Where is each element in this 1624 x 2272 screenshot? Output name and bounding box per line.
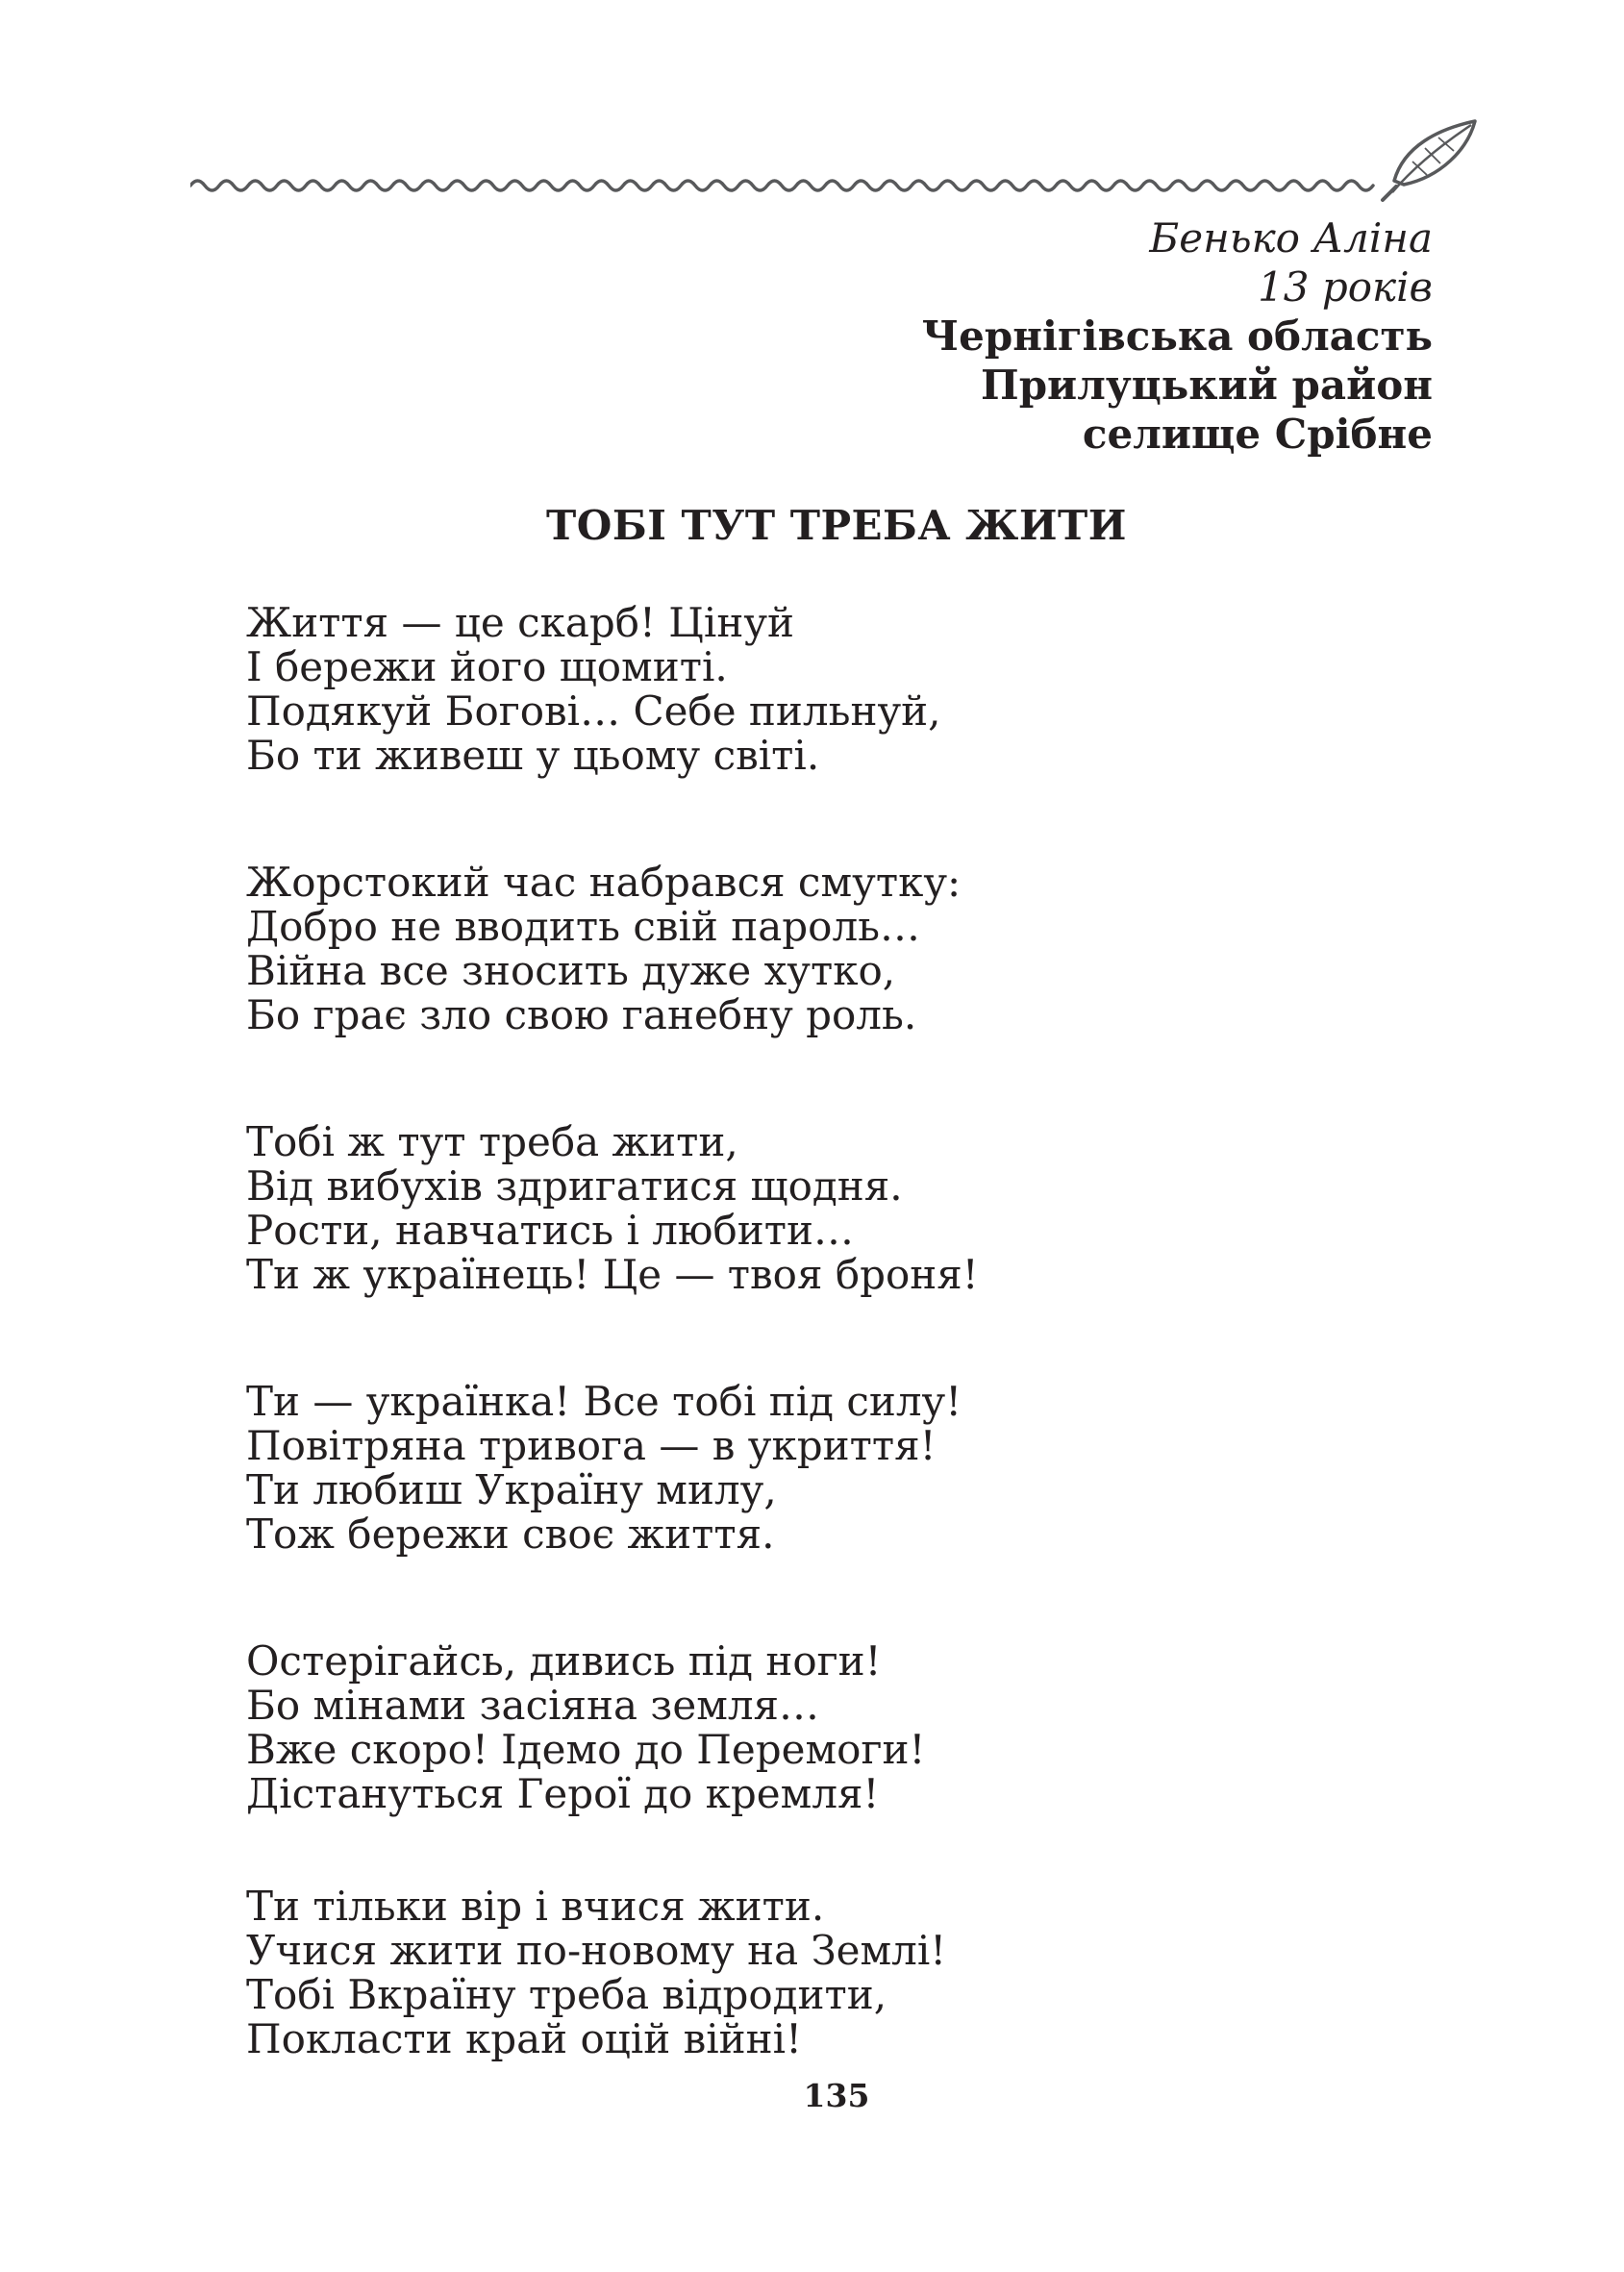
- author-name: Бенько Аліна: [1149, 214, 1433, 262]
- stanza-5: [246, 1639, 925, 1816]
- stanza-6: [246, 1885, 946, 2061]
- stanza-4: [246, 1380, 962, 1557]
- poem-line: Бо мінами засіяна земля…: [246, 1682, 820, 1729]
- wave-quill-ornament-icon: [190, 113, 1479, 210]
- stanza-3: [246, 1120, 979, 1297]
- poem-line: Ти тільки вір і вчися жити.: [246, 1883, 825, 1930]
- poem-line: Учися жити по-новому на Землі!: [246, 1927, 947, 1974]
- poem-line: Дістануться Герої до кремля!: [246, 1770, 880, 1817]
- poem-line: Ти — українка! Все тобі під силу!: [246, 1378, 962, 1425]
- poem-line: Бо ти живеш у цьому світі.: [246, 732, 820, 779]
- poem-line: Рости, навчатись і любити…: [246, 1207, 854, 1254]
- poem-line: Ти любиш Україну милу,: [246, 1466, 777, 1513]
- page-number: 135: [803, 2077, 870, 2114]
- poem-line: Подякуй Богові… Себе пильнуй,: [246, 687, 941, 735]
- poem-line: Ти ж українець! Це — твоя броня!: [246, 1251, 979, 1298]
- poem-line: Добро не вводить свій пароль…: [246, 903, 921, 950]
- poem-line: Тобі Вкраїну треба відродити,: [246, 1971, 887, 2018]
- poem-line: Вже скоро! Ідемо до Перемоги!: [246, 1726, 926, 1773]
- author-info: [922, 213, 1433, 459]
- poem-line: Життя — це скарб! Цінуй: [246, 599, 795, 646]
- poem-line: Жорстокий час набрався смутку:: [246, 859, 962, 906]
- poem-line: Тож бережи своє життя.: [246, 1511, 775, 1558]
- poem-line: Покласти край оцій війні!: [246, 2015, 802, 2062]
- poem-line: Тобі ж тут треба жити,: [246, 1118, 738, 1165]
- poem-line: Від вибухів здригатися щодня.: [246, 1162, 903, 1210]
- stanza-1: [246, 601, 941, 778]
- poem-title: ТОБІ ТУТ ТРЕБА ЖИТИ: [545, 502, 1127, 549]
- poem-line: Війна все зносить дуже хутко,: [246, 947, 896, 994]
- poem-line: І бережи його щомиті.: [246, 643, 728, 690]
- author-district: Прилуцький район: [981, 362, 1433, 409]
- poem-line: Остерігайсь, дивись під ноги!: [246, 1637, 882, 1685]
- author-age: 13 років: [1258, 263, 1433, 311]
- quill-feather-icon: [1383, 121, 1475, 200]
- author-region: Чернігівська область: [921, 312, 1433, 360]
- stanza-2: [246, 861, 961, 1037]
- poem-line: Повітряна тривога — в укриття!: [246, 1422, 937, 1469]
- poem-line: Бо грає зло свою ганебну роль.: [246, 991, 917, 1038]
- author-settlement: селище Срібне: [1082, 411, 1433, 458]
